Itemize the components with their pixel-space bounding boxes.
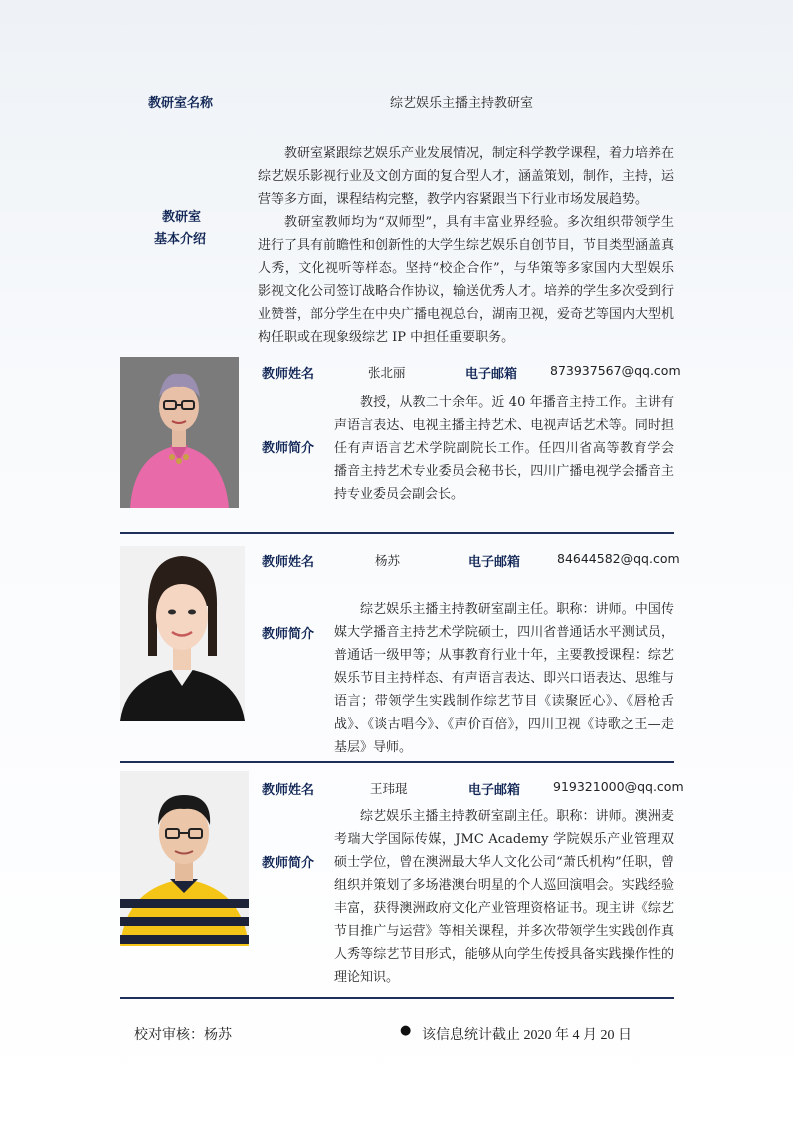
bullet-icon: ● [400, 1023, 412, 1038]
teacher-name: 王玮琨 [370, 781, 408, 796]
teacher-bio: 教授，从教二十余年。近 40 年播音主持工作。主讲有声语言表达、电视主播主持艺术、电视声话艺术等。同时担任有声语言艺术学院副院长工作。任四川省高等教育学会 播音主持艺术专业委员会秘书长，四川广播电视学会播音主持专业委员会副会长。 [334, 395, 674, 502]
reviewer-note: 校对审核：杨苏 [134, 1028, 232, 1043]
dept-name-label: 教研室名称 [148, 96, 214, 111]
teacher-bio-label: 教师简介 [262, 441, 315, 456]
teacher-email-label: 电子邮箱 [468, 555, 521, 570]
intro-paragraph: 教研室教师均为“双师型”，具有丰富业界经验。多次组织带领学生进行了具有前瞻性和创新性的大学生综艺娱乐自创节目，节目类型涵盖真人秀，文化视听等样态。坚持“校企合作”，与华策等多家国内大型娱乐影视文化公司签订战略合作协议，输送优秀人才。培养的学生多次受到行业赞誉，部分学生在中央广播电视总台，湖南卫视，爱奇艺等国内大型机构任职或在现象级综艺 IP 中担任重要职务。 [258, 215, 675, 345]
statistics-date-note: 该信息统计截止 2020 年 4 月 20 日 [422, 1028, 632, 1043]
teacher-name-label: 教师姓名 [262, 367, 315, 382]
teacher-bio-label: 教师简介 [262, 627, 315, 642]
teacher-bio: 综艺娱乐主播主持教研室副主任。职称：讲师。中国传媒大学播音主持艺术学院硕士，四川省普通话水平测试员，普通话一级甲等；从事教育行业十年，主要教授课程：综艺娱乐节目主持样态、有声语言表达、即兴口语表达、思维与语言；带领学生实践制作综艺节目《读聚匠心》、《唇枪舌战》、《谈古唱今》、《声价百倍》，四川卫视《诗歌之王—走基层》导师。 [334, 602, 674, 755]
intro-label-line1: 教研室 [162, 210, 202, 225]
teacher-name-label: 教师姓名 [262, 783, 315, 798]
teacher-photo [120, 546, 245, 721]
teacher-email[interactable]: 84644582@qq.com [557, 551, 680, 566]
section-divider [120, 761, 674, 763]
teacher-email[interactable]: 873937567@qq.com [550, 363, 681, 378]
dept-name-value: 综艺娱乐主播主持教研室 [390, 96, 534, 111]
teacher-photo [120, 771, 249, 946]
intro-text [258, 142, 674, 349]
section-divider [120, 997, 674, 999]
teacher-email[interactable]: 919321000@qq.com [553, 779, 684, 794]
teacher-email-label: 电子邮箱 [465, 367, 518, 382]
teacher-email-label: 电子邮箱 [468, 783, 521, 798]
teacher-name: 张北丽 [368, 365, 406, 380]
teacher-name: 杨苏 [375, 553, 401, 568]
section-divider [120, 532, 674, 534]
teacher-bio-label: 教师简介 [262, 856, 315, 871]
teacher-bio: 综艺娱乐主播主持教研室副主任。职称：讲师。澳洲麦考瑞大学国际传媒，JMC Academy 学院娱乐产业管理双硕士学位，曾在澳洲最大华人文化公司“萧氏机构”任职，曾组织并策划了多场港澳台明星的个人巡回演唱会。实践经验丰富，获得澳洲政府文化产业管理资格证书。现主讲《综艺节目推广与运营》等相关课程，并多次带领学生实践创作真人秀等综艺节目形式，能够从向学生传授具备实践操作性的理论知识。 [334, 809, 674, 985]
intro-label-line2: 基本介绍 [154, 232, 207, 247]
teacher-photo [120, 357, 239, 508]
teacher-name-label: 教师姓名 [262, 555, 315, 570]
intro-paragraph: 教研室紧跟综艺娱乐产业发展情况，制定科学教学课程，着力培养在综艺娱乐影视行业及文创方面的复合型人才，涵盖策划，制作，主持，运营等多方面，课程结构完整，教学内容紧跟当下行业市场发展趋势。 [258, 146, 675, 207]
